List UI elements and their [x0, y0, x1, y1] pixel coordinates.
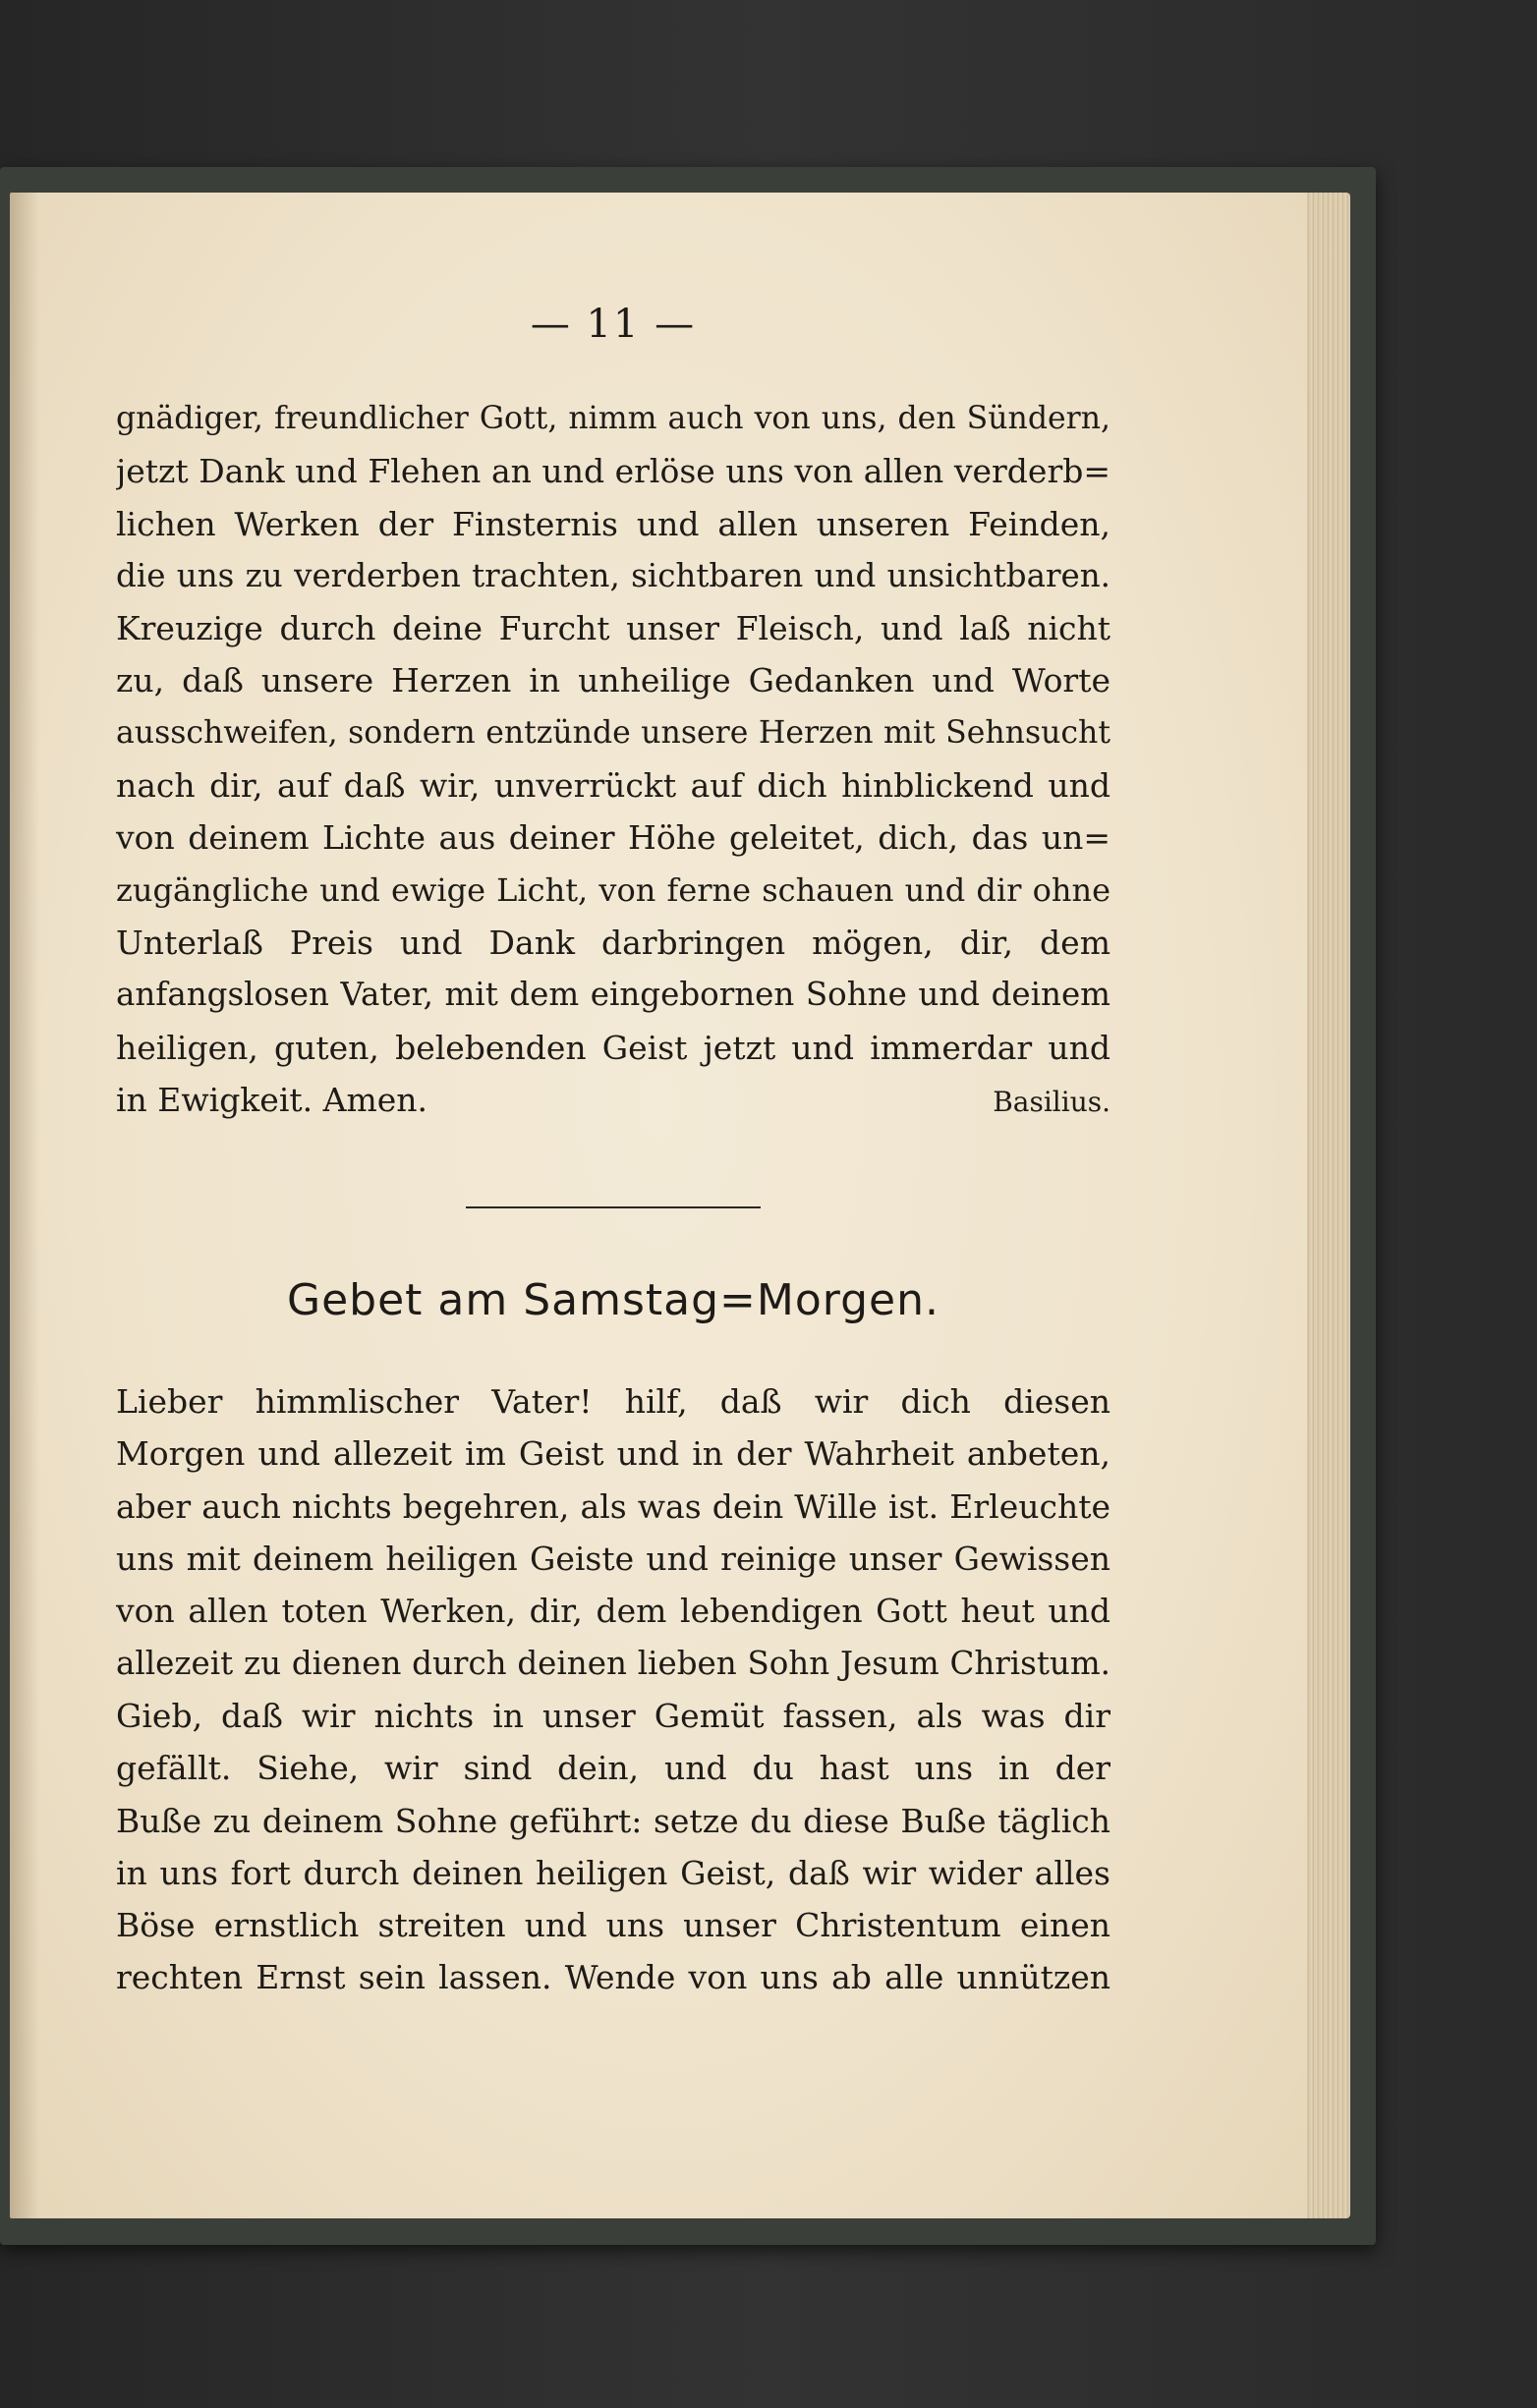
text-line: zu, daß unsere Herzen in unheilige Gedanken und Worte [116, 661, 1110, 700]
page-text [116, 295, 1110, 2004]
text-line: ausschweifen, sondern entzünde unsere Herzen mit Sehnsucht [116, 714, 1110, 751]
text-line: von deinem Lichte aus deiner Höhe geleitet, dich, das un= [116, 818, 1110, 858]
text-line: in uns fort durch deinen heiligen Geist, daß wir wider alles [116, 1853, 1110, 1892]
text-line: zugängliche und ewige Licht, von ferne schauen und dir ohne [116, 870, 1110, 909]
text-line: Böse ernstlich streiten und uns unser Christentum einen [116, 1906, 1110, 1945]
text-line: anfangslosen Vater, mit dem eingebornen Sohne und deinem [116, 976, 1110, 1014]
text-line: Lieber himmlischer Vater! hilf, daß wir dich diesen [116, 1382, 1110, 1422]
prayer-paragraph-2 [116, 1375, 1110, 2004]
text-line: aber auch nichts begehren, als was dein Wille ist. Erleuchte [116, 1486, 1110, 1526]
text-line: nach dir, auf daß wir, unverrückt auf dich hinblickend und [116, 766, 1110, 806]
text-line: lichen Werken der Finsternis und allen unseren Feinden, [116, 504, 1110, 543]
author-attribution: Basilius. [993, 1085, 1110, 1118]
text-line: Unterlaß Preis und Dank darbringen mögen, dir, dem [116, 923, 1110, 962]
text-line: gefällt. Siehe, wir sind dein, und du hast uns in der [116, 1749, 1110, 1788]
closing-text: in Ewigkeit. Amen. [116, 1080, 428, 1119]
text-line: Kreuzige durch deine Furcht unser Fleisch, und laß nicht [116, 609, 1110, 648]
prayer-paragraph-1 [116, 393, 1110, 1126]
spine-shadow [10, 193, 39, 2218]
text-line: allezeit zu dienen durch deinen lieben Sohn Jesum Christum. [116, 1644, 1110, 1682]
text-line: Buße zu deinem Sohne geführt: setze du diese Buße täglich [116, 1801, 1110, 1840]
text-line: uns mit deinem heiligen Geiste und reinige unser Gewissen [116, 1540, 1110, 1579]
page-number: — 11 — [530, 302, 697, 347]
text-line: Morgen und allezeit im Geist und in der Wahrheit anbeten, [116, 1434, 1110, 1474]
section-divider [466, 1206, 761, 1208]
text-line: von allen toten Werken, dir, dem lebendigen Gott heut und [116, 1592, 1110, 1631]
section-title: Gebet am Samstag=Morgen. [287, 1275, 939, 1326]
text-line: heiligen, guten, belebenden Geist jetzt und immerdar und [116, 1028, 1110, 1067]
text-line: Gieb, daß wir nichts in unser Gemüt fassen, als was dir [116, 1696, 1110, 1735]
text-line: jetzt Dank und Flehen an und erlöse uns von allen verderb= [116, 452, 1110, 491]
text-line: die uns zu verderben trachten, sichtbaren und unsichtbaren. [116, 556, 1110, 594]
text-line: gnädiger, freundlicher Gott, nimm auch von uns, den Sündern, [116, 401, 1110, 436]
text-line: rechten Ernst sein lassen. Wende von uns ab alle unnützen [116, 1958, 1110, 1997]
closing-row [116, 1074, 1110, 1126]
